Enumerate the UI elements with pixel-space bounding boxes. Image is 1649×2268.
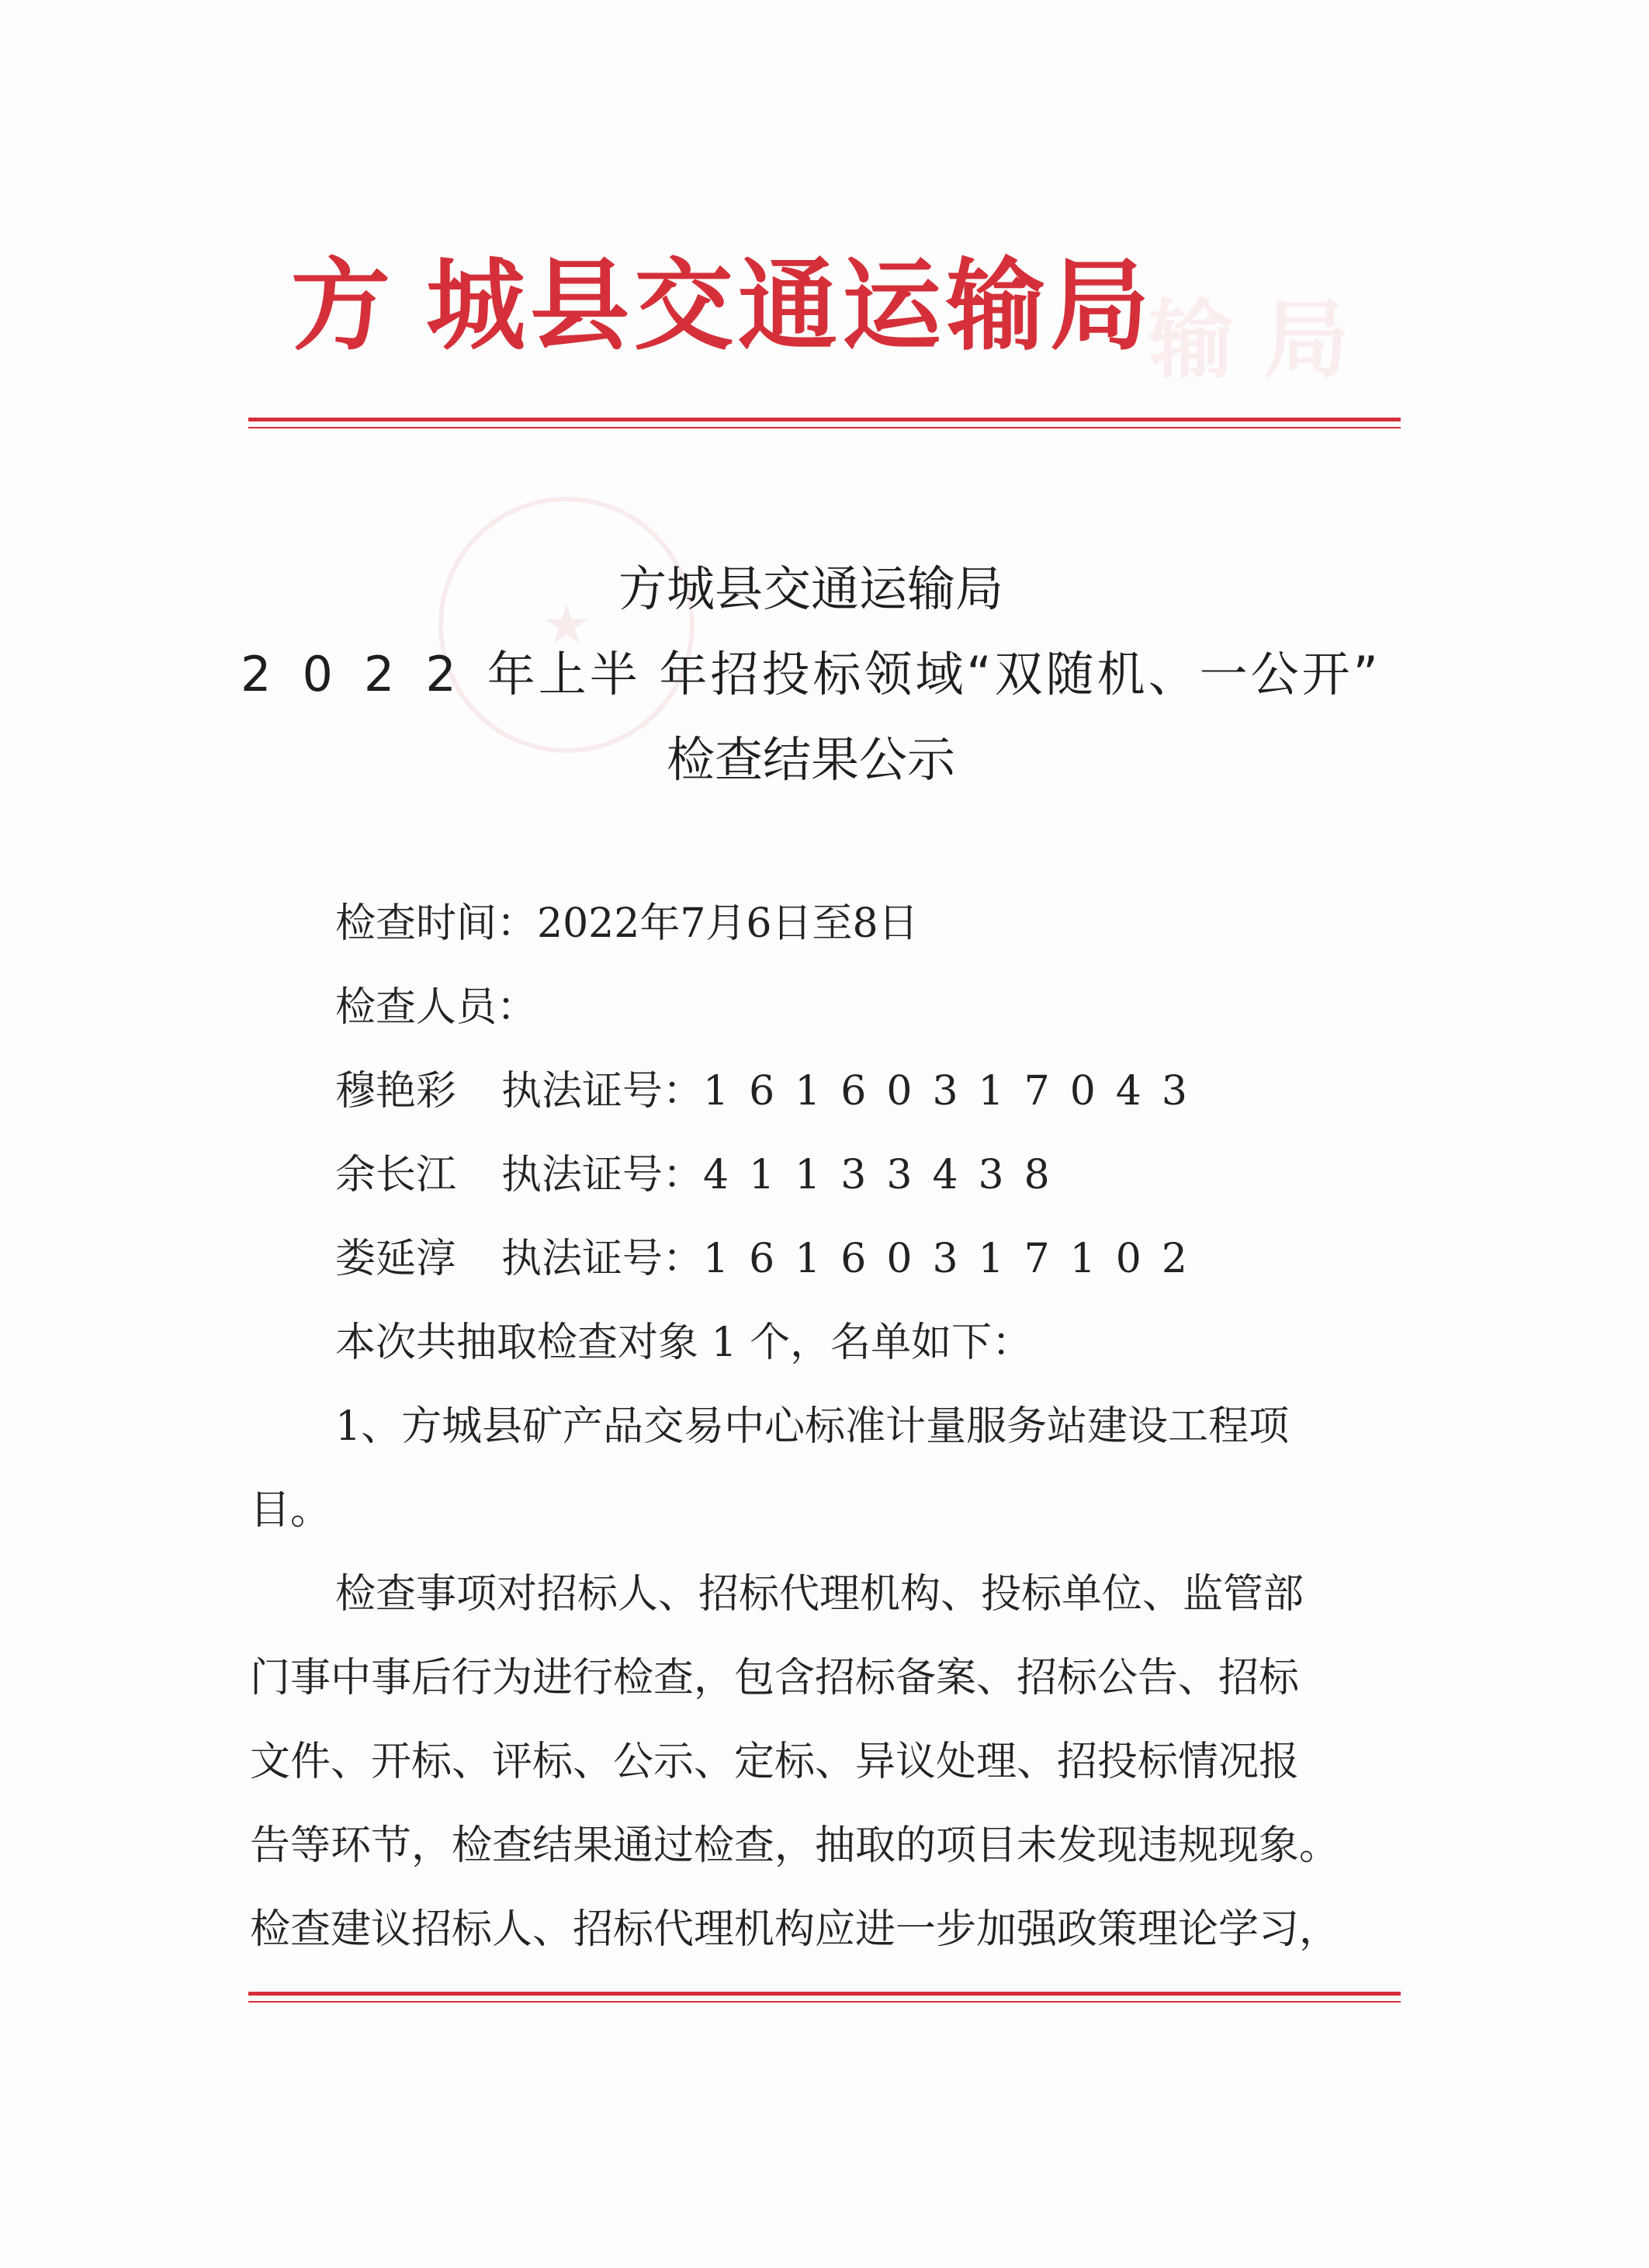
rule-thick-line — [248, 418, 1401, 421]
item-1-line-2: 目。 — [250, 1487, 331, 1534]
paragraph-line: 检查事项对招标人、招标代理机构、投标单位、监管部 — [335, 1571, 1304, 1618]
rule-thin-line — [248, 2001, 1401, 2003]
title-line-1: 方城县交通运输局 — [618, 560, 1003, 617]
cert-number: 16160317043 — [703, 1068, 1207, 1115]
staff-name: 余长江 — [335, 1152, 457, 1198]
official-seal — [438, 497, 695, 753]
cert-number: 16160317102 — [703, 1236, 1207, 1282]
check-time-label: 检查时间： — [335, 900, 538, 947]
staff-name: 娄延淳 — [335, 1236, 457, 1282]
letterhead-title-part1: 方 — [291, 248, 396, 364]
title-line-2 — [241, 646, 1397, 702]
bleed-through-text: 输 局 — [1148, 290, 1349, 390]
check-time-value: 2022年7月6日至8日 — [537, 900, 919, 947]
rule-thin-line — [248, 427, 1401, 428]
letterhead-title — [291, 248, 1155, 364]
staff-row — [335, 1152, 1070, 1198]
title-line-2-quote: “双随机、一公开” — [966, 646, 1381, 702]
title-line-2-text: 年上半 年招投标领域 — [487, 646, 967, 702]
rule-thick-line — [248, 1992, 1401, 1996]
paragraph-line: 检查建议招标人、招标代理机构应进一步加强政策理论学习， — [250, 1906, 1340, 1953]
staff-row — [335, 1236, 1207, 1282]
staff-row — [335, 1068, 1207, 1115]
paragraph-line: 告等环节，检查结果通过检查，抽取的项目未发现违规现象。 — [250, 1822, 1340, 1869]
check-time — [335, 900, 919, 947]
footer-rule — [248, 1992, 1401, 2003]
cert-label: 执法证号： — [501, 1068, 704, 1115]
cert-label: 执法证号： — [501, 1152, 704, 1198]
paragraph-line: 文件、开标、评标、公示、定标、异议处理、招投标情况报 — [250, 1739, 1300, 1785]
item-1-line-1: 1、方城县矿产品交易中心标准计量服务站建设工程项 — [335, 1403, 1290, 1450]
staff-name: 穆艳彩 — [335, 1068, 457, 1115]
cert-number: 41133438 — [703, 1152, 1070, 1198]
cert-label: 执法证号： — [501, 1236, 704, 1282]
title-line-3: 检查结果公示 — [666, 731, 955, 788]
staff-label: 检查人员： — [335, 984, 538, 1031]
seal-star-icon: ★ — [542, 593, 591, 657]
paragraph-line: 门事中事后行为进行检查，包含招标备案、招标公告、招标 — [250, 1655, 1300, 1701]
title-year: 2022 — [241, 646, 487, 702]
letterhead-rule-top — [248, 418, 1401, 428]
letterhead-title-part2: 城县交通运输局 — [426, 248, 1155, 364]
summary-line: 本次共抽取检查对象 1 个，名单如下： — [335, 1320, 1033, 1366]
